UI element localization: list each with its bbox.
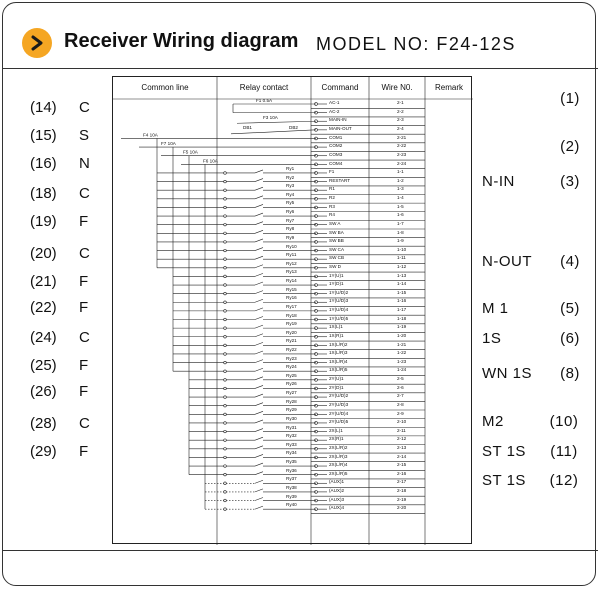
relay-contact-switch [255, 377, 263, 380]
relay-contact-switch [255, 351, 263, 354]
left-label-text: F [79, 443, 89, 460]
header-common-line: Common line [141, 83, 189, 92]
relay-label: Ry14 [286, 278, 297, 284]
command-cell: 1X(L/R)4 [329, 358, 348, 364]
command-cell: 1X(R)1 [329, 332, 344, 338]
relay-contact-point [224, 499, 227, 502]
command-cell: SW BA [329, 229, 344, 235]
right-label-text: N-OUT [482, 253, 532, 270]
relay-label: Ry18 [286, 312, 297, 318]
left-label-number: (28) [30, 415, 57, 432]
right-label-text: ST 1S [482, 443, 526, 460]
relay-label: Ry23 [286, 355, 297, 361]
relay-contact-switch [255, 308, 263, 311]
relay-contact-point [224, 249, 227, 252]
wire-number-cell: 1-13 [397, 272, 407, 278]
command-cell: R4 [329, 212, 335, 218]
relay-contact-switch [255, 429, 263, 432]
left-label-number: (19) [30, 213, 57, 230]
relay-contact-switch [255, 187, 263, 190]
relay-contact-point [224, 223, 227, 226]
command-cell: RESTART [329, 177, 351, 183]
left-label-number: (22) [30, 299, 57, 316]
relay-label: Ry17 [286, 303, 297, 309]
fuse-label: DB2 [289, 124, 298, 130]
fuse-label: F5 10A [183, 149, 198, 155]
command-cell: (AUX)3 [329, 496, 345, 502]
right-label-number: (3) [560, 173, 580, 190]
command-cell: (AUX)2 [329, 488, 345, 494]
command-cell: COM2 [329, 143, 343, 149]
left-label-number: (14) [30, 99, 57, 116]
relay-label: Ry8 [286, 226, 295, 232]
command-cell: SW A [329, 220, 341, 226]
relay-contact-point [224, 172, 227, 175]
relay-label: Ry5 [286, 200, 295, 206]
command-cell: 2X(R)1 [329, 436, 344, 442]
command-cell: 2X(L/R)5 [329, 470, 348, 476]
relay-contact-point [224, 404, 227, 407]
relay-contact-point [224, 361, 227, 364]
header-relay-contact: Relay contact [239, 83, 289, 92]
command-cell: 2Y(U/D)4 [329, 410, 349, 416]
relay-contact-switch [255, 204, 263, 207]
command-cell: 1X(L)1 [329, 324, 343, 330]
relay-contact-switch [255, 213, 263, 216]
relay-contact-point [224, 413, 227, 416]
command-cell: R1 [329, 186, 335, 192]
relay-label: Ry36 [286, 467, 297, 473]
relay-contact-switch [255, 230, 263, 233]
wire-number-cell: 2-16 [397, 470, 407, 476]
fuse-label: F4 10A [143, 132, 158, 138]
left-label-number: (20) [30, 245, 57, 262]
relay-contact-switch [255, 265, 263, 268]
command-cell: 1Y(U/D)3 [329, 298, 349, 304]
left-label-text: F [79, 273, 89, 290]
wire-number-cell: 2-19 [397, 496, 407, 502]
header-remark: Remark [434, 83, 463, 92]
command-cell: 1Y(U)1 [329, 272, 344, 278]
wire-number-cell: 2-13 [397, 445, 407, 450]
right-label-number: (10) [549, 413, 579, 430]
right-label-number: (11) [550, 443, 578, 460]
relay-contact-switch [255, 239, 263, 242]
wire-number-cell: 1-6 [397, 212, 404, 218]
relay-contact-switch [255, 325, 263, 328]
relay-label: Ry35 [286, 459, 297, 465]
wire-number-cell: 2-9 [397, 410, 404, 416]
relay-contact-switch [255, 282, 263, 285]
relay-label: Ry9 [286, 234, 295, 240]
command-cell: 1Y(U/D)4 [329, 307, 349, 313]
command-cell: SW CB [329, 255, 345, 261]
relay-contact-switch [255, 170, 263, 173]
main-out-wire [231, 130, 316, 134]
relay-contact-point [224, 318, 227, 321]
command-cell: 1Y(U/D)2 [329, 289, 349, 295]
relay-contact-point [224, 508, 227, 511]
relay-contact-point [224, 491, 227, 494]
header-wire-no: Wire N0. [381, 83, 413, 92]
command-cell: 2Y(U/D)5 [329, 419, 349, 425]
left-label-number: (18) [30, 185, 57, 202]
wire-number-cell: 2-12 [397, 436, 407, 442]
command-cell: 2Y(U/D)3 [329, 401, 349, 407]
relay-contact-switch [255, 446, 263, 449]
relay-label: Ry21 [286, 338, 297, 344]
relay-contact-point [224, 473, 227, 476]
command-cell: COM1 [329, 134, 343, 140]
relay-contact-point [224, 292, 227, 295]
wire-number-cell: 1-12 [397, 263, 407, 269]
left-label-text: F [79, 213, 89, 230]
wire-number-cell: 1-20 [397, 332, 407, 338]
model-number: MODEL NO: F24-12S [316, 34, 516, 54]
wire-number-cell: 2-2 [397, 108, 404, 114]
relay-contact-switch [255, 291, 263, 294]
relay-contact-point [224, 465, 227, 468]
relay-label: Ry25 [286, 372, 297, 378]
relay-label: Ry33 [286, 441, 297, 447]
wire-number-cell: 1-9 [397, 238, 404, 244]
right-label-number: (6) [560, 330, 580, 347]
left-label-number: (21) [30, 273, 57, 290]
relay-contact-switch [255, 342, 263, 345]
wire-number-cell: 2-21 [397, 134, 407, 140]
wire-number-cell: 1-14 [397, 281, 407, 287]
wire-number-cell: 2-15 [397, 462, 407, 468]
command-cell: 2X(L)1 [329, 427, 343, 433]
relay-contact-switch [255, 498, 263, 501]
command-cell: MAIN-IN [329, 117, 347, 123]
header-divider [2, 68, 598, 69]
wire-number-cell: 1-19 [397, 324, 407, 330]
relay-label: Ry3 [286, 183, 295, 189]
left-label-text: C [79, 329, 90, 346]
wire-number-cell: 2-10 [397, 419, 407, 425]
wire-number-cell: 1-16 [397, 298, 407, 304]
right-label-number: (1) [560, 90, 580, 107]
left-label-text: N [79, 155, 90, 172]
command-cell: SW D [329, 263, 341, 269]
relay-contact-switch [255, 394, 263, 397]
wire-number-cell: 2-18 [397, 488, 407, 494]
left-label-number: (24) [30, 329, 57, 346]
relay-label: Ry20 [286, 329, 297, 335]
relay-contact-switch [255, 480, 263, 483]
relay-contact-switch [255, 317, 263, 320]
relay-label: Ry11 [286, 252, 297, 258]
wire-number-cell: 2-1 [397, 100, 404, 106]
wire-number-cell: 1-5 [397, 203, 404, 209]
right-label-number: (12) [549, 472, 579, 489]
relay-contact-switch [255, 256, 263, 259]
relay-contact-point [224, 448, 227, 451]
diagram-title: Receiver Wiring diagram [64, 30, 299, 52]
wire-number-cell: 2-8 [397, 401, 404, 407]
relay-contact-point [224, 327, 227, 330]
relay-contact-switch [255, 222, 263, 225]
relay-label: Ry19 [286, 321, 297, 327]
relay-label: Ry2 [286, 174, 295, 180]
wire-number-cell: 1-17 [397, 307, 407, 313]
relay-contact-switch [255, 420, 263, 423]
relay-contact-point [224, 284, 227, 287]
relay-contact-point [224, 241, 227, 244]
command-cell: 1X(L/R)3 [329, 350, 348, 356]
wire-number-cell: 2-11 [397, 427, 406, 433]
command-cell: SW CA [329, 246, 345, 252]
relay-contact-switch [255, 334, 263, 337]
command-cell: (AUX)4 [329, 505, 345, 511]
relay-label: Ry6 [286, 209, 295, 215]
command-cell: R3 [329, 203, 335, 209]
relay-contact-point [224, 301, 227, 304]
fuse-label: F6 10A [203, 158, 218, 164]
left-label-number: (15) [30, 127, 57, 144]
wire-number-cell: 2-7 [397, 393, 404, 399]
relay-label: Ry10 [286, 243, 297, 249]
relay-contact-point [224, 215, 227, 218]
relay-label: Ry40 [286, 502, 297, 508]
wiring-lines [113, 77, 473, 545]
command-cell: 1X(L/R)5 [329, 367, 348, 373]
wire-number-cell: 2-20 [397, 505, 407, 511]
command-cell: SW BB [329, 238, 344, 244]
left-label-text: C [79, 245, 90, 262]
relay-contact-switch [255, 248, 263, 251]
command-cell: 2Y(D)1 [329, 384, 344, 390]
wire-number-cell: 2-17 [397, 479, 407, 485]
relay-label: Ry29 [286, 407, 297, 413]
wire-number-cell: 1-24 [397, 367, 407, 373]
relay-contact-point [224, 456, 227, 459]
wire-number-cell: 2-22 [397, 143, 407, 149]
relay-contact-point [224, 353, 227, 356]
command-cell: 2X(L/R)3 [329, 453, 348, 459]
relay-contact-point [224, 310, 227, 313]
right-label-number: (5) [560, 300, 580, 317]
command-cell: 1Y(D)1 [329, 281, 344, 287]
command-cell: 2Y(U/D)2 [329, 393, 349, 399]
relay-contact-switch [255, 273, 263, 276]
wire-number-cell: 2-4 [397, 126, 404, 132]
relay-contact-switch [255, 403, 263, 406]
left-label-text: S [79, 127, 90, 144]
wire-number-cell: 1-7 [397, 220, 404, 226]
command-cell: F1 [329, 169, 335, 175]
relay-label: Ry15 [286, 286, 297, 292]
main-in-wire [237, 121, 316, 123]
wire-number-cell: 1-15 [397, 289, 407, 295]
relay-contact-point [224, 422, 227, 425]
relay-contact-point [224, 482, 227, 485]
relay-contact-switch [255, 472, 263, 475]
footer-divider [2, 550, 598, 551]
relay-label: Ry28 [286, 398, 297, 404]
arrow-logo-icon [22, 28, 52, 58]
command-cell: 1X(L/R)2 [329, 341, 348, 347]
right-label-number: (4) [560, 253, 580, 270]
relay-contact-switch [255, 463, 263, 466]
relay-label: Ry13 [286, 269, 297, 275]
header-command: Command [321, 83, 359, 92]
command-cell: 1Y(U/D)5 [329, 315, 349, 321]
relay-label: Ry24 [286, 364, 297, 370]
relay-contact-point [224, 396, 227, 399]
left-label-number: (29) [30, 443, 57, 460]
right-label-text: N-IN [482, 173, 515, 190]
wire-number-cell: 2-14 [397, 453, 407, 459]
relay-label: Ry22 [286, 346, 297, 352]
relay-label: Ry26 [286, 381, 297, 387]
left-label-text: F [79, 383, 89, 400]
wire-number-cell: 1-23 [397, 358, 407, 364]
relay-contact-point [224, 258, 227, 261]
relay-label: Ry16 [286, 295, 297, 301]
wire-number-cell: 2-6 [397, 384, 404, 390]
relay-contact-point [224, 379, 227, 382]
wire-number-cell: 1-2 [397, 177, 404, 183]
command-cell: R2 [329, 195, 335, 201]
relay-label: Ry37 [286, 476, 297, 482]
left-label-number: (16) [30, 155, 57, 172]
wire-number-cell: 1-18 [397, 315, 407, 321]
right-label-number: (8) [560, 365, 580, 382]
relay-label: Ry27 [286, 390, 297, 396]
relay-contact-point [224, 198, 227, 201]
fuse-label: F1 0.5A [256, 98, 273, 103]
relay-contact-switch [255, 411, 263, 414]
right-label-number: (2) [560, 138, 580, 155]
relay-contact-point [224, 439, 227, 442]
left-label-number: (26) [30, 383, 57, 400]
relay-contact-switch [255, 489, 263, 492]
relay-label: Ry39 [286, 493, 297, 499]
relay-contact-switch [255, 196, 263, 199]
right-label-text: ST 1S [482, 472, 526, 489]
relay-contact-switch [255, 506, 263, 509]
wire-number-cell: 1-10 [397, 246, 407, 252]
relay-contact-point [224, 335, 227, 338]
relay-contact-point [224, 189, 227, 192]
wire-number-cell: 1-21 [397, 341, 407, 347]
relay-contact-point [224, 180, 227, 183]
left-label-text: C [79, 185, 90, 202]
wire-number-cell: 1-22 [397, 350, 407, 356]
relay-contact-point [224, 430, 227, 433]
right-label-text: 1S [482, 330, 502, 347]
wire-number-cell: 2-5 [397, 376, 404, 382]
command-cell: COM3 [329, 151, 343, 157]
relay-label: Ry38 [286, 484, 297, 490]
wire-number-cell: 1-3 [397, 186, 404, 192]
fuse-label: DB1 [243, 124, 252, 130]
relay-contact-switch [255, 299, 263, 302]
command-cell: MAIN-OUT [329, 126, 352, 132]
wiring-table [112, 76, 472, 544]
relay-contact-point [224, 232, 227, 235]
left-label-text: C [79, 99, 90, 116]
relay-contact-switch [255, 454, 263, 457]
left-label-number: (25) [30, 357, 57, 374]
relay-contact-point [224, 370, 227, 373]
relay-contact-point [224, 344, 227, 347]
relay-contact-point [224, 387, 227, 390]
right-label-text: M2 [482, 413, 504, 430]
fuse-label: F7 10A [161, 141, 176, 147]
relay-label: Ry32 [286, 433, 297, 439]
relay-label: Ry12 [286, 260, 297, 266]
wire-number-cell: 2-23 [397, 151, 407, 157]
relay-label: Ry7 [286, 217, 295, 223]
relay-contact-switch [255, 179, 263, 182]
right-label-text: WN 1S [482, 365, 533, 382]
left-label-text: C [79, 415, 90, 432]
wire-number-cell: 1-1 [397, 169, 404, 175]
relay-contact-point [224, 266, 227, 269]
relay-contact-point [224, 206, 227, 209]
relay-label: Ry4 [286, 191, 295, 197]
wire-number-cell: 1-11 [397, 255, 406, 261]
fuse-label: F3 10A [263, 115, 278, 121]
relay-contact-switch [255, 437, 263, 440]
wire-number-cell: 1-8 [397, 229, 404, 235]
relay-label: Ry31 [286, 424, 297, 430]
left-label-text: F [79, 299, 89, 316]
command-cell: COM4 [329, 160, 343, 166]
relay-label: Ry30 [286, 415, 297, 421]
command-cell: 2X(L/R)2 [329, 445, 348, 450]
command-cell: AC-1 [329, 100, 340, 106]
right-label-text: M 1 [482, 300, 509, 317]
command-cell: 2X(L/R)4 [329, 462, 348, 468]
wire-number-cell: 2-24 [397, 160, 407, 166]
relay-contact-point [224, 275, 227, 278]
relay-contact-switch [255, 385, 263, 388]
relay-contact-switch [255, 368, 263, 371]
relay-label: Ry1 [286, 165, 295, 171]
wire-number-cell: 2-3 [397, 117, 404, 123]
relay-contact-switch [255, 360, 263, 363]
left-label-text: F [79, 357, 89, 374]
command-cell: 2Y(U)1 [329, 376, 344, 382]
relay-label: Ry34 [286, 450, 297, 456]
command-cell: AC-2 [329, 108, 340, 114]
command-cell: (AUX)1 [329, 479, 345, 485]
wire-number-cell: 1-4 [397, 195, 404, 201]
